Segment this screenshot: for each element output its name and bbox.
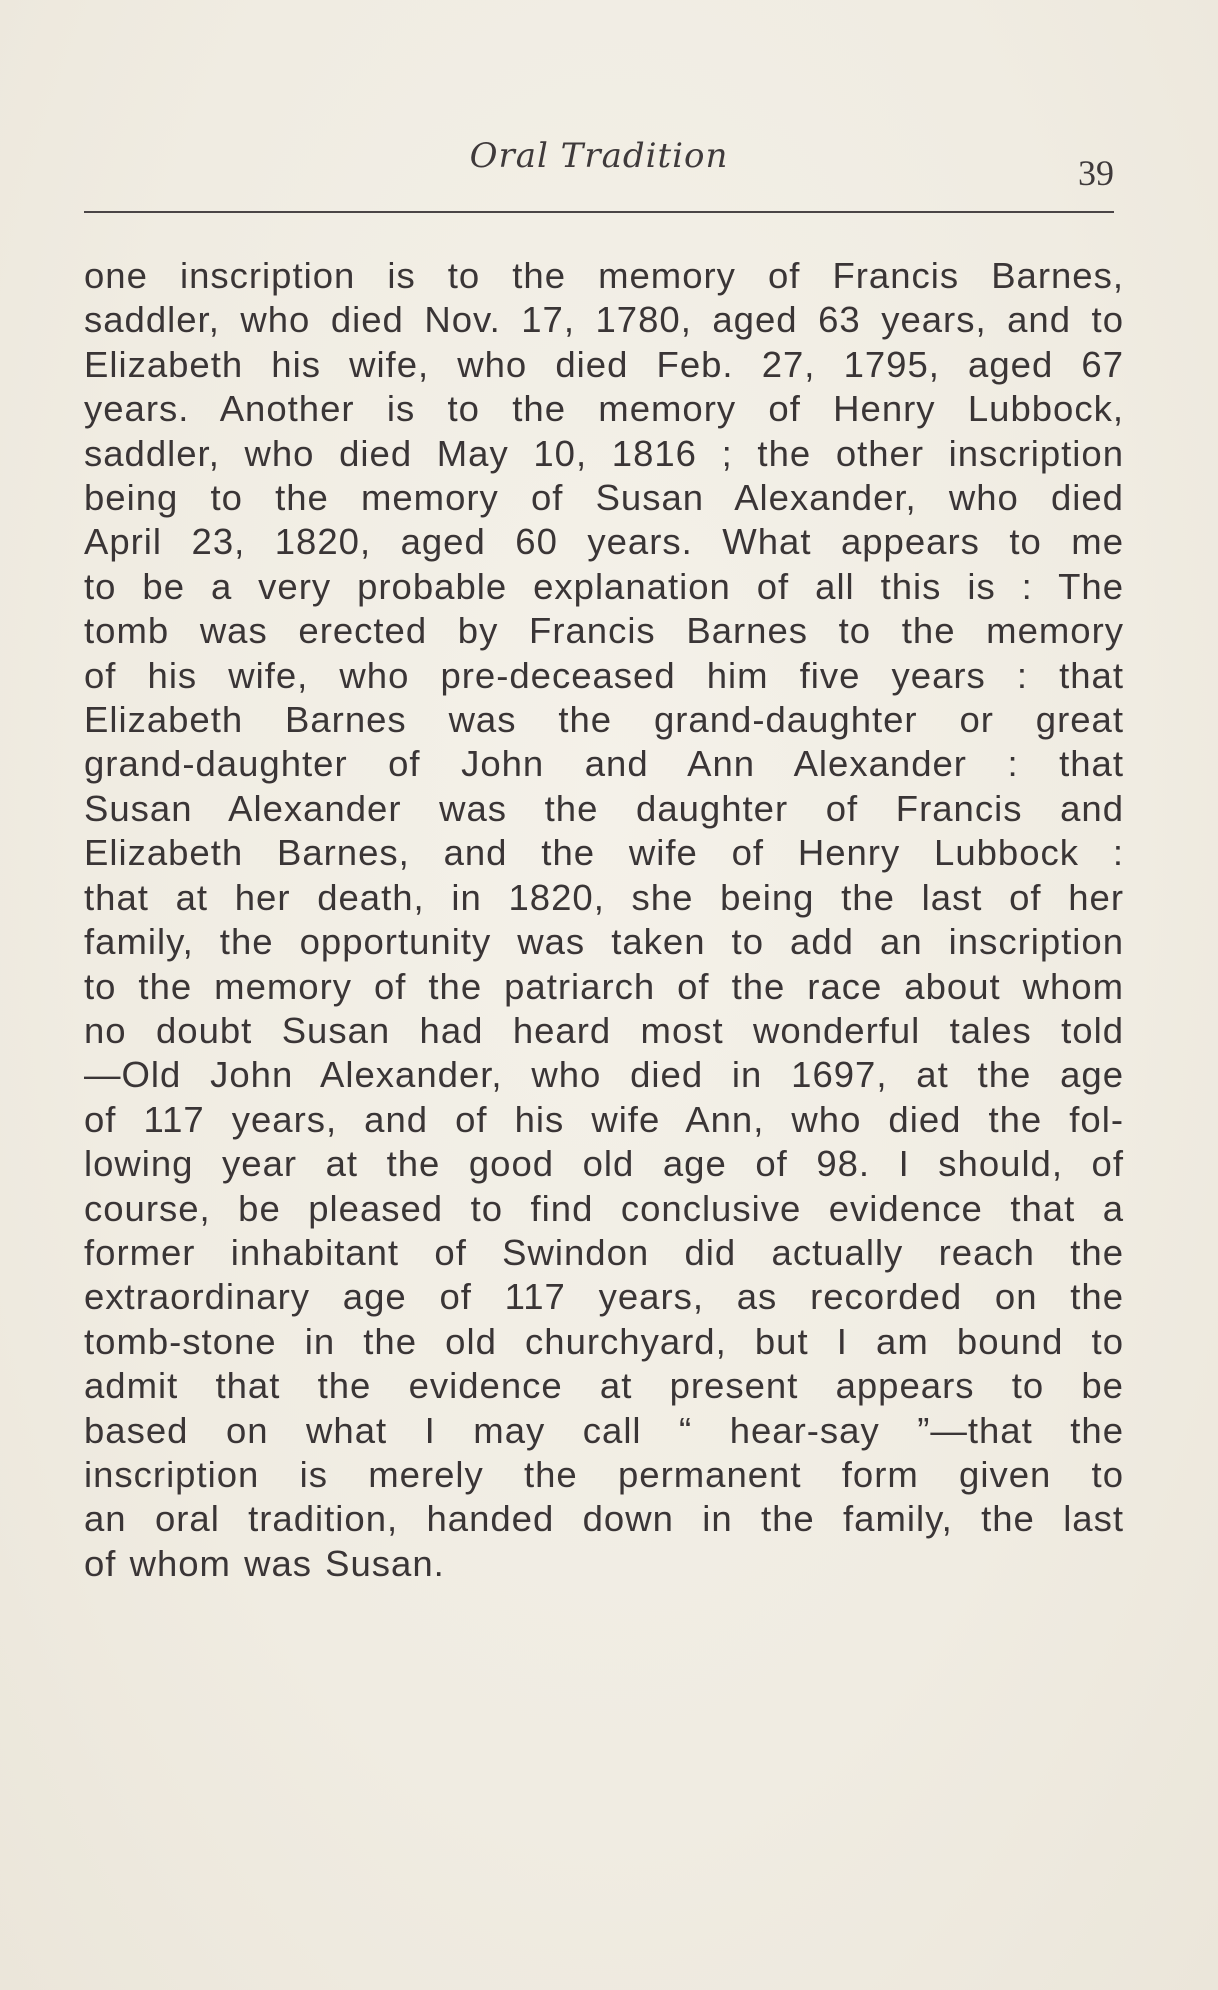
text-line: to be a very probable explanation of all this is : The [84, 565, 1124, 607]
text-line: Elizabeth Barnes, and the wife of Henry Lubbock : [84, 832, 1124, 874]
text-line: Elizabeth Barnes was the grand-daughter or great [84, 699, 1124, 741]
text-line: course, be pleased to find conclusive evidence that a [84, 1187, 1124, 1229]
text-line: Elizabeth his wife, who died Feb. 27, 1795, aged 67 [84, 343, 1124, 385]
header-rule [84, 211, 1114, 213]
text-line: tomb was erected by Francis Barnes to the memory [84, 610, 1124, 652]
text-line: to the memory of the patriarch of the race about whom [84, 965, 1124, 1007]
text-line: an oral tradition, handed down in the family, the last [84, 1498, 1124, 1540]
running-head [84, 130, 1114, 193]
text-line: saddler, who died Nov. 17, 1780, aged 63 years, and to [84, 299, 1124, 341]
text-line: Susan Alexander was the daughter of Francis and [84, 787, 1124, 829]
text-line: being to the memory of Susan Alexander, who died [84, 477, 1124, 519]
text-line: —Old John Alexander, who died in 1697, at the age [84, 1054, 1124, 1096]
page-number: 39 [1078, 153, 1114, 193]
text-line: of 117 years, and of his wife Ann, who died the fol- [84, 1098, 1124, 1140]
text-line-last: of whom was Susan. [84, 1542, 445, 1584]
body-paragraph [84, 254, 1124, 1586]
running-head-title: Oral Tradition [469, 136, 729, 176]
text-line: based on what I may call “ hear-say ”—that the [84, 1409, 1124, 1451]
text-line: lowing year at the good old age of 98. I should, of [84, 1143, 1124, 1185]
text-line: years. Another is to the memory of Henry Lubbock, [84, 388, 1124, 430]
text-line: one inscription is to the memory of Francis Barnes, [84, 255, 1124, 296]
text-line: saddler, who died May 10, 1816 ; the other inscription [84, 432, 1124, 474]
text-line: April 23, 1820, aged 60 years. What appears to me [84, 521, 1124, 563]
text-line: of his wife, who pre-deceased him five years : that [84, 654, 1124, 696]
text-line: admit that the evidence at present appears to be [84, 1365, 1124, 1407]
text-line: grand-daughter of John and Ann Alexander : that [84, 743, 1124, 785]
text-line: inscription is merely the permanent form given to [84, 1453, 1124, 1495]
text-line: that at her death, in 1820, she being the last of her [84, 876, 1124, 918]
text-line: former inhabitant of Swindon did actually reach the [84, 1231, 1124, 1273]
text-line: family, the opportunity was taken to add an inscription [84, 921, 1124, 963]
text-line: extraordinary age of 117 years, as recorded on the [84, 1276, 1124, 1318]
text-line: tomb-stone in the old churchyard, but I am bound to [84, 1320, 1124, 1362]
text-line: no doubt Susan had heard most wonderful tales told [84, 1009, 1124, 1051]
